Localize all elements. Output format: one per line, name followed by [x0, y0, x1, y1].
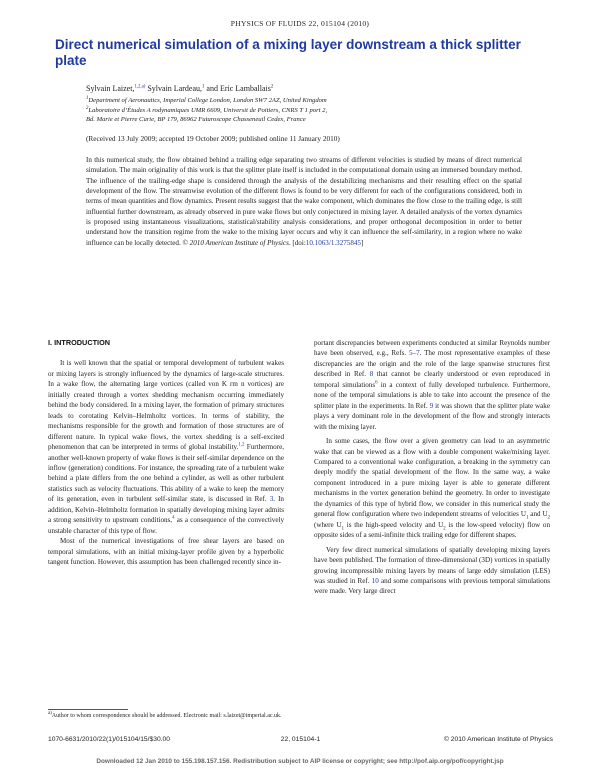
ref-link[interactable]: 8 — [369, 370, 374, 379]
abstract: In this numerical study, the flow obtained behind a trailing edge separating two streams of different velocities is studied by means of direct numerical simulation. The main originality of this work is that the splitter plate itself is included in the computational domain using an immersed boundary method. The influence of the trailing-edge shape is considered through the analysis of the destabilizing mechanisms and their resulting effect on the spatial development of the flow. The streamwise evolution of the different flows is found to be very different for each of the configurations considered, both in terms of mean quantities and flow dynamics. Present results suggest that the wake component, which dominates the flow close to the trailing edge, is still influential further downstream, as already observed in pure wake flows but only conjectured in mixing layer. A detailed analysis of the vortex dynamics is proposed using instantaneous visualizations, statistical/stability analysis considerations, and proper orthogonal decomposition in order to better understand how the transition regime from the wake to the mixing layer occurs and why it can influence the self-similarity, in a region where no wake influence can be locally detected. © 2010 American Institute of Physics. [doi:10.1063/1.3275845] — [86, 156, 522, 247]
footer-issn: 1070-6631/2010/22(1)/015104/15/$30.00 — [48, 736, 170, 743]
intro-paragraph-2: Most of the numerical investigations of free shear layers are based on temporal simulations, with an initial mixing-layer profile given by a hyperbolic tangent function. However, this assumption has been challenged recently since in- — [48, 537, 284, 567]
footnote: $^{a)}$Author to whom correspondence should be addressed. Electronic mail: s.laizet@imperial.ac.uk. — [48, 711, 282, 719]
author-lardeau-affil: 1 — [202, 84, 205, 90]
doi-link[interactable]: 10.1063/1.3275845 — [305, 238, 361, 247]
article-title: Direct numerical simulation of a mixing layer downstream a thick splitter plate — [55, 37, 521, 68]
author-lamballais-affil: 2 — [270, 84, 274, 90]
intro-paragraph-3: portant discrepancies between experiments conducted at similar Reynolds number have been observed, e.g., Refs. 5–7. The most representative examples of these discrepancies are the origin and the role of the large spanwise structures first described in Ref. 8 that cannot be clearly understood or even reproduced in temporal simulations$^6$ in a context of fully developed turbulence. Furthermore, none of the temporal simulations is able to take into account the presence of the splitter plate in the experiments. In Ref. 9 it was shown that the splitter plate wake plays a very dominant role in the development of the flow and strongly interacts with the mixing layer. — [314, 339, 551, 431]
ref-link[interactable]: 5–7 — [409, 349, 420, 358]
copyright-notice: 2010 American Institute of Physics — [189, 238, 289, 247]
author-lamballais[interactable]: and Eric Lamballais — [204, 84, 271, 93]
right-column — [314, 338, 550, 597]
author-laizet-affil: 1,2,a) — [134, 84, 146, 90]
ref-link[interactable]: 1,2 — [238, 442, 245, 448]
footer-page-number: 22, 015104-1 — [280, 736, 321, 743]
ref-link[interactable]: 6 — [375, 380, 378, 386]
author-lardeau[interactable]: Sylvain Lardeau, — [145, 84, 203, 93]
ref-link[interactable]: 9 — [429, 401, 434, 410]
running-head: PHYSICS OF FLUIDS 22, 015104 (2010) — [230, 19, 370, 28]
section-heading: I. INTRODUCTION — [48, 338, 111, 347]
left-column — [48, 338, 284, 568]
ref-link[interactable]: 3 — [269, 495, 274, 504]
author-list — [86, 84, 556, 93]
ref-link[interactable]: 10 — [371, 576, 379, 585]
footnote-rule — [48, 709, 128, 710]
author-laizet[interactable]: Sylvain Laizet, — [86, 84, 135, 93]
affiliation-2-cont: Bd. Marie et Pierre Curie, BP 179, 86962 Futuroscope Chasseneuil Cedex, France — [86, 116, 306, 123]
intro-paragraph-5: Very few direct numerical simulations of spatially developing mixing layers have been published. The formation of three-dimensional (3D) vortices in spatially growing incompressible mixing layers by means of large eddy simulation (LES) was studied in Ref. 10 and some comparisons with previous temporal simulations were made. Very large direct — [314, 545, 550, 596]
download-notice[interactable]: Downloaded 12 Jan 2010 to 155.198.157.156. Redistribution subject to AIP license or copyright; see http://pof.aip.org/pof/copyright.jsp — [96, 758, 504, 765]
footer-copyright: © 2010 American Institute of Physics — [443, 736, 553, 743]
ref-link[interactable]: 4 — [172, 515, 175, 521]
affiliation-1: $^1$Department of Aeronautics, Imperial College London, London SW7 2AZ, United Kingdom — [86, 95, 327, 104]
intro-paragraph-1: It is well known that the spatial or temporal development of turbulent wakes or mixing layers is strongly influenced by the dynamics of large-scale structures. In a wake flow, the alternating large vortices (called von K rm n vortices) are initially created through a vortex shedding mechanism occurring immediately behind the body considered. In a mixing layer, the formation of primary structures leads to corotating Kelvin–Helmholtz vortices. In terms of stability, the mechanisms responsible for the growth and formation of those structures are of different nature. In typical wake flows, the vortex shedding is a self-excited phenomenon that can be interpreted in terms of global instability.$^{1,2}$ Furthermore, another well-known property of wake flows is their self-similar dependence on the inflow (generation) conditions. For instance, the spreading rate of a turbulent wake behind a plate differs from the one behind a cylinder, as well as other turbulent statistics such as velocity fluctuations. This ability of a wake to keep the memory of its generation, even in turbulent self-similar state, is discussed in Ref. 3. In addition, Kelvin–Helmholtz formation in spatially developing mixing layer admits a strong sensitivity to upstream conditions,$^4$ as a consequence of the convectively unstable character of this type of flow. — [48, 359, 284, 535]
received-dates: (Received 13 July 2009; accepted 19 October 2009; published online 11 January 2010) — [86, 134, 340, 143]
affiliation-2: $^2$Laboratoire d’Études A rodynamiques UMR 6609, Universit de Poitiers, CNRS T 1 port 2, — [86, 105, 328, 114]
intro-paragraph-4: In some cases, the flow over a given geometry can lead to an asymmetric wake that can be viewed as a flow with a double component wake/mixing layer. Compared to a conventional wake configuration, a breaking in the symmetry can deeply modify the spatial development of the flow. In the same way, a wake component introduced in a pure mixing layer is able to generate different mechanisms in the vortex generation behind the geometry. In order to investigate the dynamics of this type of hybrid flow, we consider in this numerical study the general flow configuration where two independent streams of velocities $U_1$ and $U_2$ (where $U_1$ is the high-speed velocity and $U_2$ is the low-speed velocity) flow on opposite sides of a semi-infinite thick trailing edge for different shapes. — [314, 437, 551, 540]
